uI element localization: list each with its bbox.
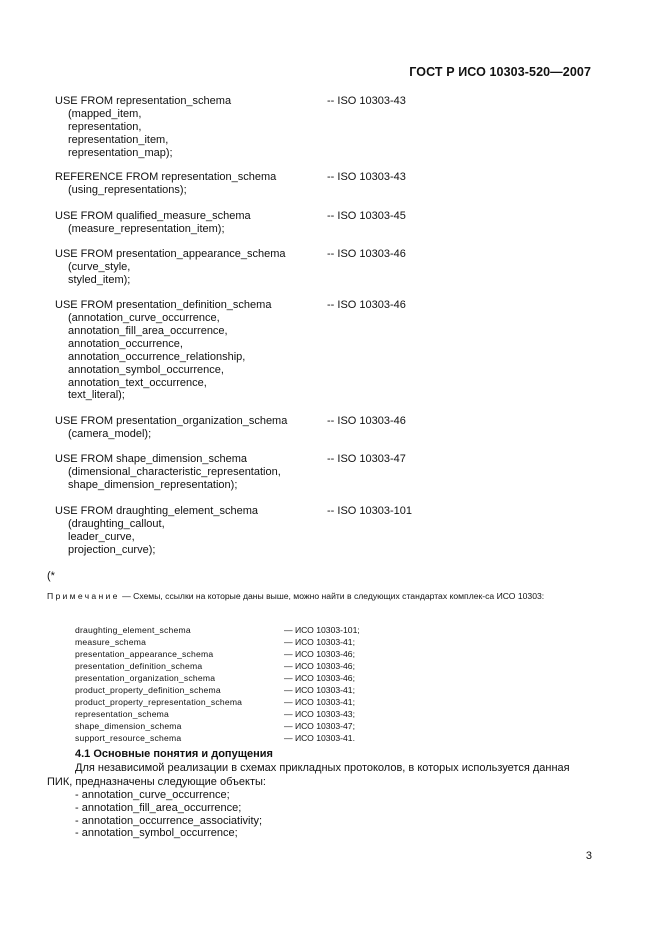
schema-row	[75, 696, 475, 708]
express-statement: USE FROM presentation_organization_schema	[55, 415, 288, 427]
express-statement-row	[55, 95, 615, 108]
schema-standard: — ИСО 10303-43;	[284, 709, 355, 719]
express-item: representation,	[68, 120, 142, 133]
document-header: ГОСТ Р ИСО 10303-520—2007	[409, 65, 591, 79]
note-lead: Примечание	[47, 591, 120, 601]
express-statement: USE FROM shape_dimension_schema	[55, 453, 247, 465]
express-item: (camera_model);	[68, 428, 152, 440]
schema-name: product_property_definition_schema	[75, 685, 221, 695]
schema-standard: — ИСО 10303-46;	[284, 649, 355, 659]
express-statement-row	[55, 415, 615, 428]
schema-name: representation_schema	[75, 709, 170, 719]
bullet-item: - annotation_curve_occurrence;	[75, 789, 230, 801]
schema-standard: — ИСО 10303-101;	[284, 625, 360, 635]
express-item: (draughting_callout,	[68, 518, 165, 530]
express-item: shape_dimension_representation);	[68, 478, 238, 491]
express-reference: -- ISO 10303-46	[327, 415, 406, 427]
schema-standard: — ИСО 10303-41;	[284, 685, 355, 695]
express-statement: REFERENCE FROM representation_schema	[55, 171, 277, 183]
express-item: (curve_style,	[68, 261, 131, 273]
schema-row	[75, 624, 475, 636]
schema-row	[75, 672, 475, 684]
note	[47, 590, 587, 603]
schema-standard: — ИСО 10303-47;	[284, 721, 355, 731]
express-block	[55, 171, 615, 197]
express-item: representation_item,	[68, 133, 169, 146]
schema-standard: — ИСО 10303-41;	[284, 697, 355, 707]
express-item: (annotation_curve_occurrence,	[68, 312, 220, 324]
bullet-item: - annotation_symbol_occurrence;	[75, 827, 238, 840]
schema-row	[75, 648, 475, 660]
express-reference: -- ISO 10303-47	[327, 453, 406, 465]
express-item: (dimensional_characteristic_representation,	[68, 466, 281, 478]
bullet-list	[75, 789, 262, 840]
express-reference: -- ISO 10303-46	[327, 299, 406, 311]
express-item: projection_curve);	[68, 543, 156, 556]
express-block	[55, 210, 615, 236]
express-item: representation_map);	[68, 146, 173, 159]
express-block	[55, 95, 615, 160]
express-statement-row	[55, 505, 615, 518]
express-item: annotation_occurrence,	[68, 337, 183, 350]
schema-name: draughting_element_schema	[75, 625, 191, 635]
express-block	[55, 453, 615, 492]
schema-row	[75, 720, 475, 732]
express-item: annotation_fill_area_occurrence,	[68, 324, 228, 337]
schema-name: support_resource_schema	[75, 733, 182, 743]
schema-standard: — ИСО 10303-41;	[284, 637, 355, 647]
express-statement: USE FROM representation_schema	[55, 95, 232, 107]
express-statement: USE FROM presentation_definition_schema	[55, 299, 272, 311]
schema-standard: — ИСО 10303-46;	[284, 661, 355, 671]
express-item: styled_item);	[68, 273, 131, 286]
express-reference: -- ISO 10303-43	[327, 95, 406, 107]
express-item: annotation_occurrence_relationship,	[68, 350, 246, 363]
note-text: — Схемы, ссылки на которые даны выше, можно найти в следующих стандартах комплек-са ИСО 10303:	[119, 591, 545, 601]
schema-row	[75, 684, 475, 696]
section-title: 4.1 Основные понятия и допущения	[75, 748, 273, 760]
schema-name: presentation_organization_schema	[75, 673, 216, 683]
express-statement-row	[55, 453, 615, 466]
express-item: (mapped_item,	[68, 108, 142, 120]
express-block	[55, 248, 615, 287]
express-statement: USE FROM qualified_measure_schema	[55, 210, 251, 222]
schema-row	[75, 708, 475, 720]
express-block	[55, 415, 615, 441]
schema-name: measure_schema	[75, 637, 147, 647]
express-item: annotation_text_occurrence,	[68, 376, 207, 389]
express-block	[55, 505, 615, 557]
express-item: leader_curve,	[68, 530, 135, 543]
schema-standard: — ИСО 10303-41.	[284, 733, 355, 743]
express-item: annotation_symbol_occurrence,	[68, 363, 224, 376]
express-statement: USE FROM presentation_appearance_schema	[55, 248, 286, 260]
express-statement-row	[55, 248, 615, 261]
page-number: 3	[585, 850, 592, 862]
comment-open-marker: (*	[47, 570, 55, 582]
schema-name: presentation_appearance_schema	[75, 649, 214, 659]
express-statement: USE FROM draughting_element_schema	[55, 505, 258, 517]
section-paragraph: Для независимой реализации в схемах прикладных протоколов, в которых используется данная ПИК, предназначены следующие объекты:	[47, 762, 570, 788]
schema-row	[75, 732, 475, 744]
express-reference: -- ISO 10303-46	[327, 248, 406, 260]
schema-row	[75, 636, 475, 648]
express-reference: -- ISO 10303-45	[327, 210, 406, 222]
schema-name: product_property_representation_schema	[75, 697, 243, 707]
express-reference: -- ISO 10303-101	[327, 505, 412, 517]
express-statement-row	[55, 210, 615, 223]
express-item: text_literal);	[68, 389, 125, 402]
express-statement-row	[55, 171, 615, 184]
schema-standard: — ИСО 10303-46;	[284, 673, 355, 683]
express-reference: -- ISO 10303-43	[327, 171, 406, 183]
bullet-item: - annotation_fill_area_occurrence;	[75, 801, 242, 814]
express-item: (using_representations);	[68, 184, 187, 196]
bullet-item: - annotation_occurrence_associativity;	[75, 814, 263, 827]
express-item: (measure_representation_item);	[68, 223, 225, 235]
schema-name: presentation_definition_schema	[75, 661, 203, 671]
schema-list	[75, 624, 475, 744]
express-block	[55, 299, 615, 402]
express-statement-row	[55, 299, 615, 312]
schema-name: shape_dimension_schema	[75, 721, 182, 731]
schema-row	[75, 660, 475, 672]
